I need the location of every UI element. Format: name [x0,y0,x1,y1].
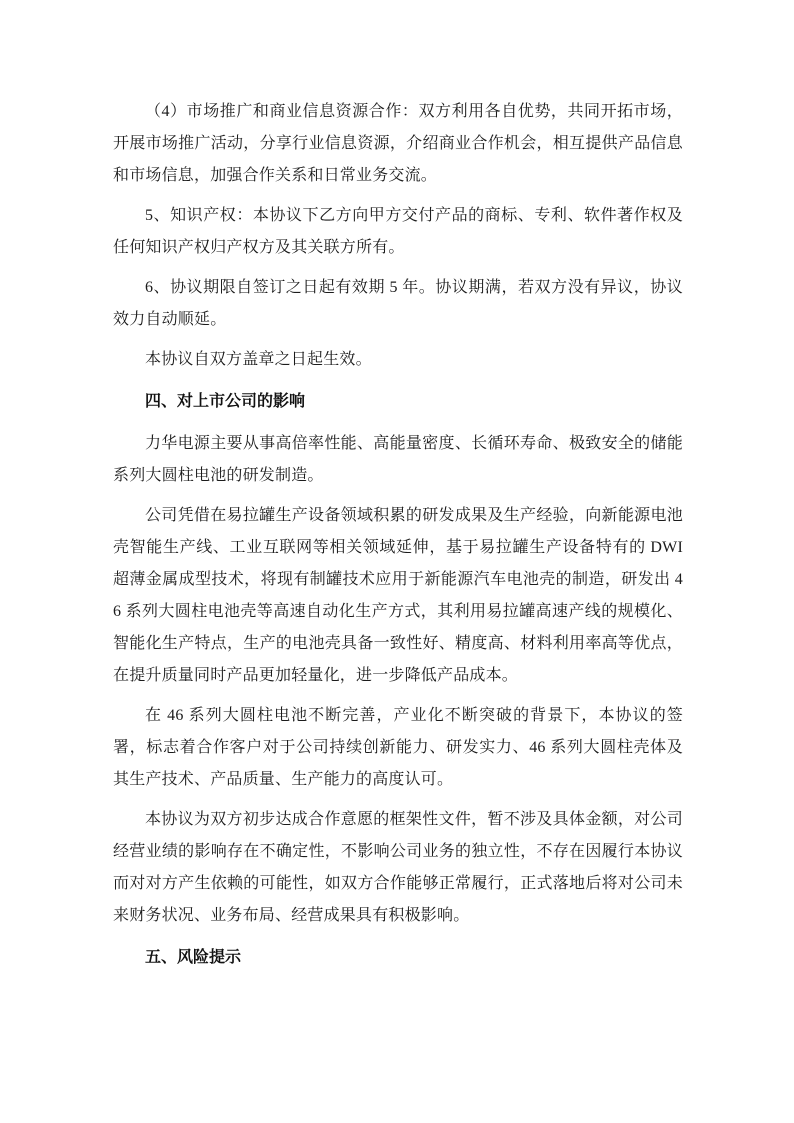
paragraph-intellectual-property: 5、知识产权：本协议下乙方向甲方交付产品的商标、专利、软件著作权及任何知识产权归产权方及其关联方所有。 [113,207,683,256]
paragraph-agreement-significance: 在 46 系列大圆柱电池不断完善，产业化不断突破的背景下，本协议的签署，标志着合作客户对于公司持续创新能力、研发实力、46 系列大圆柱壳体及其生产技术、产品质量、生产能力的高度认可。 [113,707,683,788]
paragraph-company-business: 力华电源主要从事高倍率性能、高能量密度、长循环寿命、极致安全的储能系列大圆柱电池的研发制造。 [113,435,683,484]
paragraph-agreement-term: 6、协议期限自签订之日起有效期 5 年。协议期满，若双方没有异议，协议效力自动顺延。 [113,279,683,328]
paragraph-technology-detail: 公司凭借在易拉罐生产设备领域积累的研发成果及生产经验，向新能源电池壳智能生产线、工业互联网等相关领域延伸，基于易拉罐生产设备特有的 DWI 超薄金属成型技术，将现有制罐技术应用于新能源汽车电池壳的制造，研发出 46 系列大圆柱电池壳等高速自动化生产方式，其利用易拉罐高速产线的规模化、智能化生产特点，生产的电池壳具备一致性好、精度高、材料利用率高等优点，在提升质量同时产品更加轻量化，进一步降低产品成本。 [113,507,683,684]
paragraph-effective-date: 本协议自双方盖章之日起生效。 [145,351,372,368]
section-heading-risk: 五、风险提示 [145,949,242,966]
paragraph-framework-disclaimer: 本协议为双方初步达成合作意愿的框架性文件，暂不涉及具体金额，对公司经营业绩的影响存在不确定性，不影响公司业务的独立性，不存在因履行本协议而对对方产生依赖的可能性，如双方合作能够正常履行，正式落地后将对公司未来财务状况、业务布局、经营成果具有积极影响。 [113,811,683,924]
document-body [113,96,683,974]
section-heading-impact: 四、对上市公司的影响 [145,393,306,410]
paragraph-market-cooperation: （4）市场推广和商业信息资源合作：双方利用各自优势，共同开拓市场，开展市场推广活动，分享行业信息资源，介绍商业合作机会，相互提供产品信息和市场信息，加强合作关系和日常业务交流。 [113,103,683,184]
